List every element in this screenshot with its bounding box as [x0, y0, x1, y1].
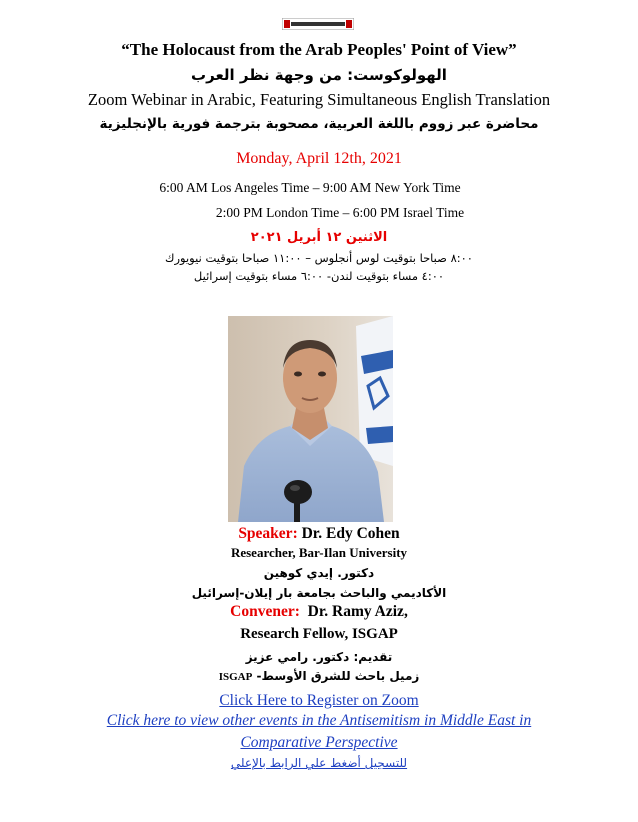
convener-label: Convener:	[230, 603, 300, 620]
speaker-name: Dr. Edy Cohen	[301, 525, 400, 542]
isgap-logo-icon	[282, 18, 354, 30]
speaker-photo	[228, 316, 393, 522]
event-date: Monday, April 12th, 2021	[236, 150, 402, 167]
event-subtitle: Zoom Webinar in Arabic, Featuring Simultaneous English Translation	[87, 90, 551, 109]
other-events-link-line-1[interactable]: Click here to view other events in the Antisemitism in Middle East in	[106, 712, 532, 729]
speaker-affiliation-arabic: الأكاديمي والباحث بجامعة بار إيلان-إسرائيل	[191, 586, 447, 600]
event-time-arabic-line-1: ٨:٠٠ صباحا بتوقيت لوس أنجلوس – ١١:٠٠ صباحا بتوقيت نيويورك	[165, 251, 473, 265]
other-events-link-line-2[interactable]: Comparative Perspective	[240, 734, 398, 751]
event-time-line-2: 2:00 PM London Time – 6:00 PM Israel Time	[215, 205, 465, 220]
speaker-label: Speaker:	[238, 525, 298, 542]
event-time-arabic-line-2: ٤:٠٠ مساء بتوقيت لندن- ٦:٠٠ مساء بتوقيت إسرائيل	[193, 269, 445, 283]
event-title-arabic: الهولوكوست: من وجهة نظر العرب	[191, 66, 447, 84]
convener-name: Dr. Ramy Aziz,	[307, 603, 408, 620]
register-zoom-link[interactable]: Click Here to Register on Zoom	[219, 692, 419, 709]
event-time-line-1: 6:00 AM Los Angeles Time – 9:00 AM New York Time	[159, 180, 461, 195]
speaker-affiliation: Researcher, Bar-Ilan University	[230, 545, 408, 560]
speaker-heading	[0, 525, 638, 543]
speaker-name-arabic: دكتور. إيدي كوهين	[263, 566, 375, 580]
event-subtitle-arabic: محاضرة عبر زووم باللغة العربية، مصحوبة بترجمة فورية بالإنجليزية	[99, 116, 539, 132]
convener-name-arabic: تقديم: دكتور. رامي عزيز	[245, 650, 393, 664]
event-date-arabic: الاثنين ١٢ أبريل ٢٠٢١	[250, 230, 388, 245]
event-title: “The Holocaust from the Arab Peoples' Point of View”	[121, 40, 517, 59]
convener-heading	[0, 603, 638, 621]
convener-role: Research Fellow, ISGAP	[240, 626, 398, 642]
convener-role-arabic	[0, 669, 638, 683]
convener-role-arabic-text: زميل باحث للشرق الأوسط-	[256, 669, 420, 683]
convener-role-arabic-org: ISGAP	[218, 671, 253, 683]
register-link-arabic[interactable]: للتسجيل أضغط علي الرابط بالإعلي	[230, 756, 408, 770]
